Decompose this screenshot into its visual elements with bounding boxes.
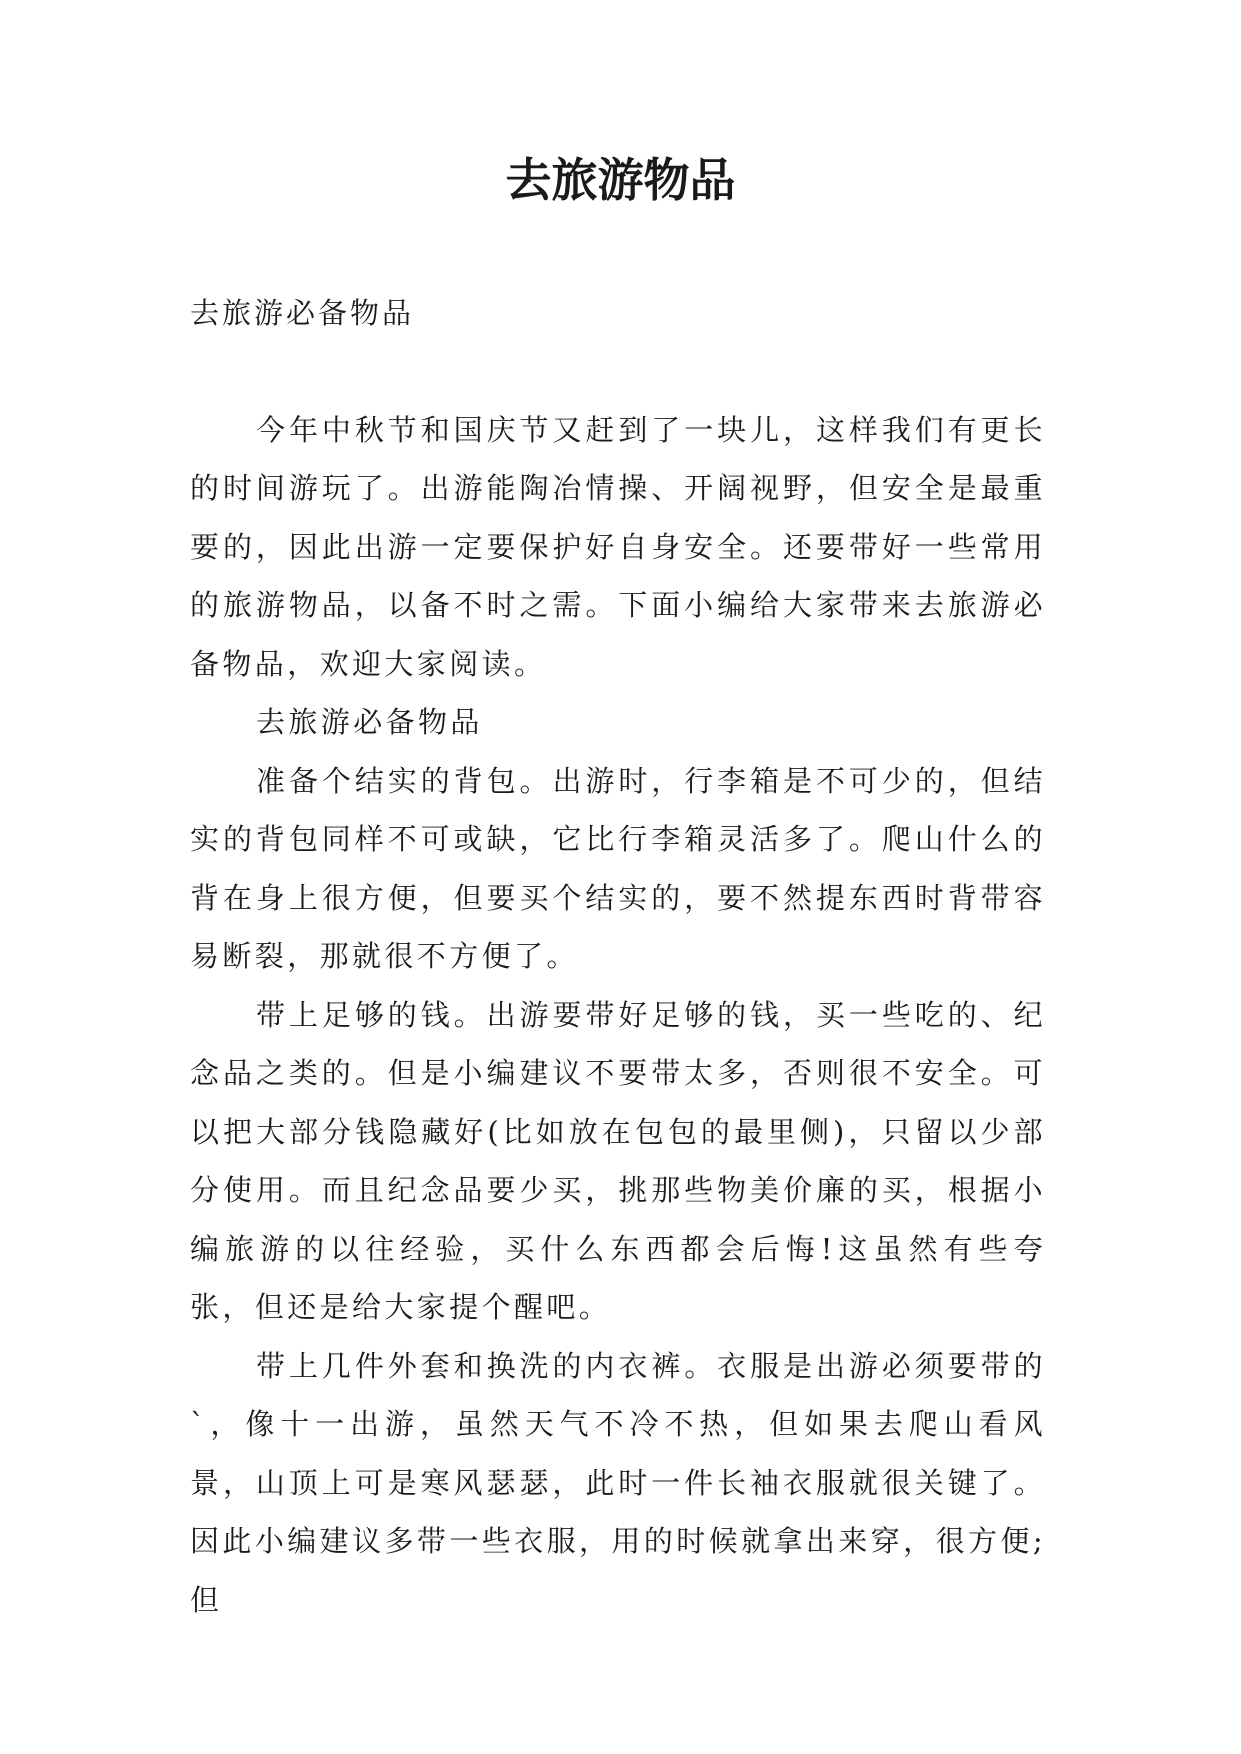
document-subtitle: 去旅游必备物品 [190,296,415,330]
document-title: 去旅游物品 [505,153,736,207]
paragraph-list [190,401,1046,1630]
paragraph-clothes: 带上几件外套和换洗的内衣裤。衣服是出游必须要带的`，像十一出游，虽然天气不冷不热，但如果去爬山看风景，山顶上可是寒风瑟瑟，此时一件长袖衣服就很关键了。因此小编建议多带一些衣服，用的时候就拿出来穿，很方便;但 [190,1348,1046,1617]
paragraph-intro: 今年中秋节和国庆节又赶到了一块儿，这样我们有更长的时间游玩了。出游能陶冶情操、开阔视野，但安全是最重要的，因此出游一定要保护好自身安全。还要带好一些常用的旅游物品，以备不时之需。下面小编给大家带来去旅游必备物品，欢迎大家阅读。 [190,412,1046,681]
paragraph-money: 带上足够的钱。出游要带好足够的钱，买一些吃的、纪念品之类的。但是小编建议不要带太多，否则很不安全。可以把大部分钱隐藏好(比如放在包包的最里侧)，只留以少部分使用。而且纪念品要少买，挑那些物美价廉的买，根据小编旅游的以往经验，买什么东西都会后悔!这虽然有些夸张，但还是给大家提个醒吧。 [190,997,1046,1324]
paragraph-backpack: 准备个结实的背包。出游时，行李箱是不可少的，但结实的背包同样不可或缺，它比行李箱灵活多了。爬山什么的背在身上很方便，但要买个结实的，要不然提东西时背带容易断裂，那就很不方便了。 [190,763,1046,973]
document-body [190,284,1046,1629]
paragraph-section-heading: 去旅游必备物品 [256,705,483,739]
